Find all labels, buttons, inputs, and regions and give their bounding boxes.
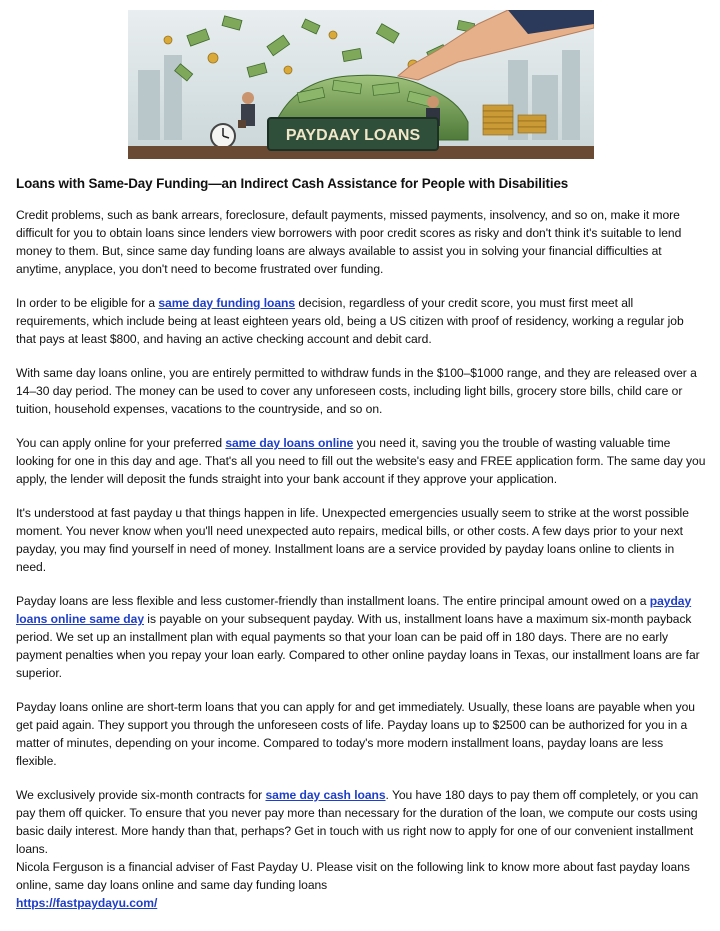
clock-icon: [211, 124, 235, 148]
paragraph-8: [16, 786, 706, 858]
paragraph-6-before: Payday loans are less flexible and less customer-friendly than installment loans. The entire principal amount owed on a: [16, 594, 650, 608]
paragraph-6: [16, 592, 706, 682]
paragraph-8-after: . You have 180 days to pay them off completely, or you can pay them off quicker. To ensure that you never pay more than necessary for the duration of the loan, we compute our costs using basic daily interest. More handy than that, perhaps? Get in touch with us right now to apply for one of our convenient installment loans.: [16, 788, 699, 856]
paragraph-7: Payday loans online are short-term loans that you can apply for and get immediately. Usually, these loans are payable when you get paid again. They support you through the unforeseen costs of life. Payday loans up to $2500 can be authorized for you in a matter of minutes, depending on your income. Compared to today's more modern installment loans, payday loans are less flexible.: [16, 700, 695, 768]
author-bio: Nicola Ferguson is a financial adviser of Fast Payday U. Please visit on the following link to know more about fast payday loans online, same day loans online and same day funding loans: [16, 860, 690, 892]
paragraph-5: It's understood at fast payday u that things happen in life. Unexpected emergencies usually seem to strike at the worst possible moment. You never know when you'll need unexpected auto repairs, medical bills, or other costs. A few days prior to your next payday, you may find yourself in need of money. Installment loans are a service provided by payday loans online to clients in need.: [16, 506, 689, 574]
same-day-funding-loans-link[interactable]: same day funding loans: [158, 296, 296, 310]
site-link[interactable]: https://fastpaydayu.com/: [16, 896, 158, 910]
payday-loans-online-same-day-link[interactable]: payday loans online same day: [16, 594, 692, 626]
same-day-cash-loans-link[interactable]: same day cash loans: [265, 788, 386, 802]
hero-illustration: [128, 10, 594, 159]
paragraph-6-after: is payable on your subsequent payday. With us, installment loans have a maximum six-month payback period. We set up an installment plan with equal payments so that your loan can be paid off in 180 days. There are no early payment penalties when you repay your loan early. Compared to other online payday loans in Texas, our installment loans are far superior.: [16, 612, 700, 680]
paragraph-4: [16, 434, 706, 488]
paragraph-2: [16, 294, 706, 348]
paragraph-8-before: We exclusively provide six-month contracts for: [16, 788, 266, 802]
paragraph-4-before: You can apply online for your preferred: [16, 436, 226, 450]
hero-sign-text: PAYDAAY LOANS: [285, 127, 421, 144]
same-day-loans-online-link[interactable]: same day loans online: [225, 436, 354, 450]
article-title: Loans with Same-Day Funding—an Indirect Cash Assistance for People with Disabilities: [16, 176, 569, 191]
site-link-paragraph: [16, 894, 706, 912]
paragraph-4-after: you need it, saving you the trouble of wasting valuable time looking for one in this day and age. That's all you need to fill out the website's easy and FREE application form. The same day you apply, the lender will deposit the funds straight into your bank account if they approve your application.: [16, 436, 706, 486]
paragraph-3: With same day loans online, you are entirely permitted to withdraw funds in the $100–$1000 range, and they are released over a 14–30 day period. The money can be used to cover any unforeseen costs, including light bills, grocery store bills, child care or tuition, household expenses, vacations to the countryside, and so on.: [16, 366, 697, 416]
article-body: [16, 206, 706, 912]
paragraph-2-after: decision, regardless of your credit score, you must first meet all requirements, which include being at least eighteen years old, being a US citizen with proof of residency, working a regular job that pays at least $800, and having an active checking account and debit card.: [16, 296, 684, 346]
paragraph-1: Credit problems, such as bank arrears, foreclosure, default payments, missed payments, insolvency, and so on, make it more difficult for you to obtain loans since lenders view borrowers with poor credit scores as risky and don't think it's suitable to lend money to them. But, since same day funding loans are always available to assist you in solving your financial difficulties at anytime, anyplace, you don't need to become frustrated over funding.: [16, 208, 682, 276]
payday-loans-illustration: [128, 10, 594, 159]
paragraph-2-before: In order to be eligible for a: [16, 296, 159, 310]
